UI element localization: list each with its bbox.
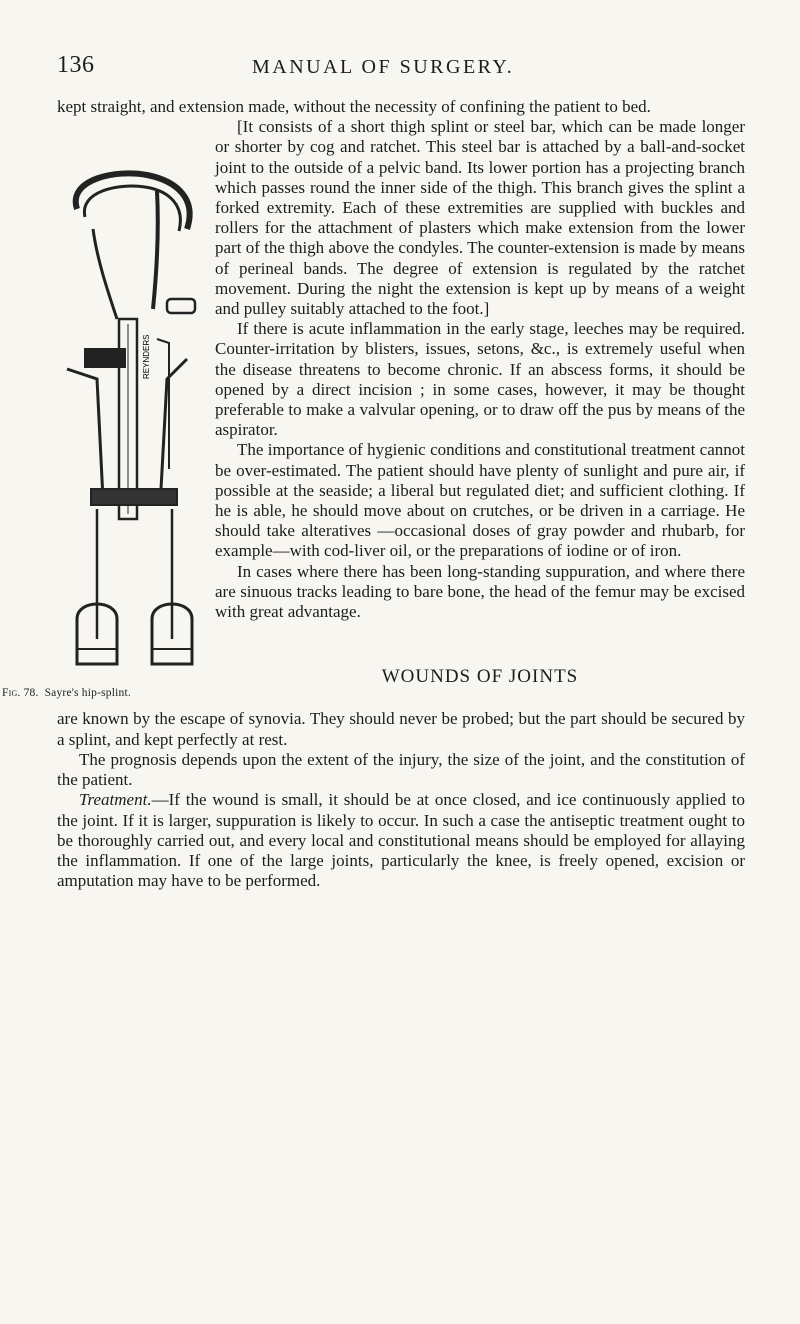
paragraph-continuation: kept straight, and extension made, without the necessity of confining the patient to bed. (57, 97, 651, 116)
running-head (57, 52, 740, 82)
paragraph-inflammation: If there is acute inflammation in the early stage, leeches may be required. Counter-irritation by blisters, issues, setons, &c., is extremely useful when the disease threatens to become chronic. If an abscess forms, it should be opened by a direct incision ; in some cases, however, it may be thought preferable to make a valvular opening, or to draw off the pus by means of the aspirator. (215, 319, 745, 440)
paragraph-synovia: are known by the escape of synovia. They should never be probed; but the part should be secured by a splint, and kept perfectly at rest. (57, 709, 745, 749)
paragraph-splint-description: [It consists of a short thigh splint or steel bar, which can be made longer or shorter by cog and ratchet. This steel bar is attached by a ball-and-socket joint to the outside of a pelvic band. Its lower portion has a projecting branch which passes round the inner side of the thigh. This branch gives the splint a forked extremity. Each of these extremities are supplied with buckles and rollers for the attachment of plasters which make extension from the lower part of the thigh above the condyles. The counter-extension is made by means of perineal bands. The degree of extension is regulated by the ratchet movement. During the night the extension is kept up by means of a weight and pulley suitably attached to the foot.] (215, 117, 745, 319)
paragraph-prognosis: The prognosis depends upon the extent of the injury, the size of the joint, and the constitution of the patient. (57, 749, 745, 790)
paragraph-hygiene: The importance of hygienic conditions and constitutional treatment cannot be over-estimated. The patient should have plenty of sunlight and pure air, if possible at the seaside; a liberal but regulated diet; and sufficient clothing. If he is able, he should move about on crutches, or be driven in a carriage. He should take alteratives —occasional doses of gray powder and rhubarb, for example—with cod-liver oil, or the preparations of iodine or of iron. (215, 440, 745, 561)
figure-caption-text: Sayre's hip-splint. (44, 687, 131, 700)
maker-mark: REYNDERS (142, 334, 151, 380)
section-heading: WOUNDS OF JOINTS (381, 666, 579, 688)
figure-number: Fig. 78. (2, 687, 39, 700)
treatment-label: Treatment. (79, 790, 152, 810)
figure-hip-splint (0, 117, 205, 700)
figure-caption (2, 683, 131, 703)
running-title: MANUAL OF SURGERY. (252, 56, 515, 78)
page-number: 136 (57, 52, 95, 78)
hip-splint-illustration-icon (57, 169, 207, 679)
body-text (2, 97, 745, 891)
paragraph-treatment (57, 790, 745, 891)
paragraph-suppuration: In cases where there has been long-standing suppuration, and where there are sinuous tracks leading to bare bone, the head of the femur may be excised with great advantage. (215, 561, 745, 622)
treatment-text: —If the wound is small, it should be at once closed, and ice continuously applied to the joint. If it is larger, suppuration is likely to occur. In such a case the antiseptic treatment ought to be thoroughly carried out, and every local and constitutional means should be employed for allaying the inflammation. If one of the large joints, particularly the knee, is freely opened, excision or amputation may have to be performed. (57, 790, 745, 891)
